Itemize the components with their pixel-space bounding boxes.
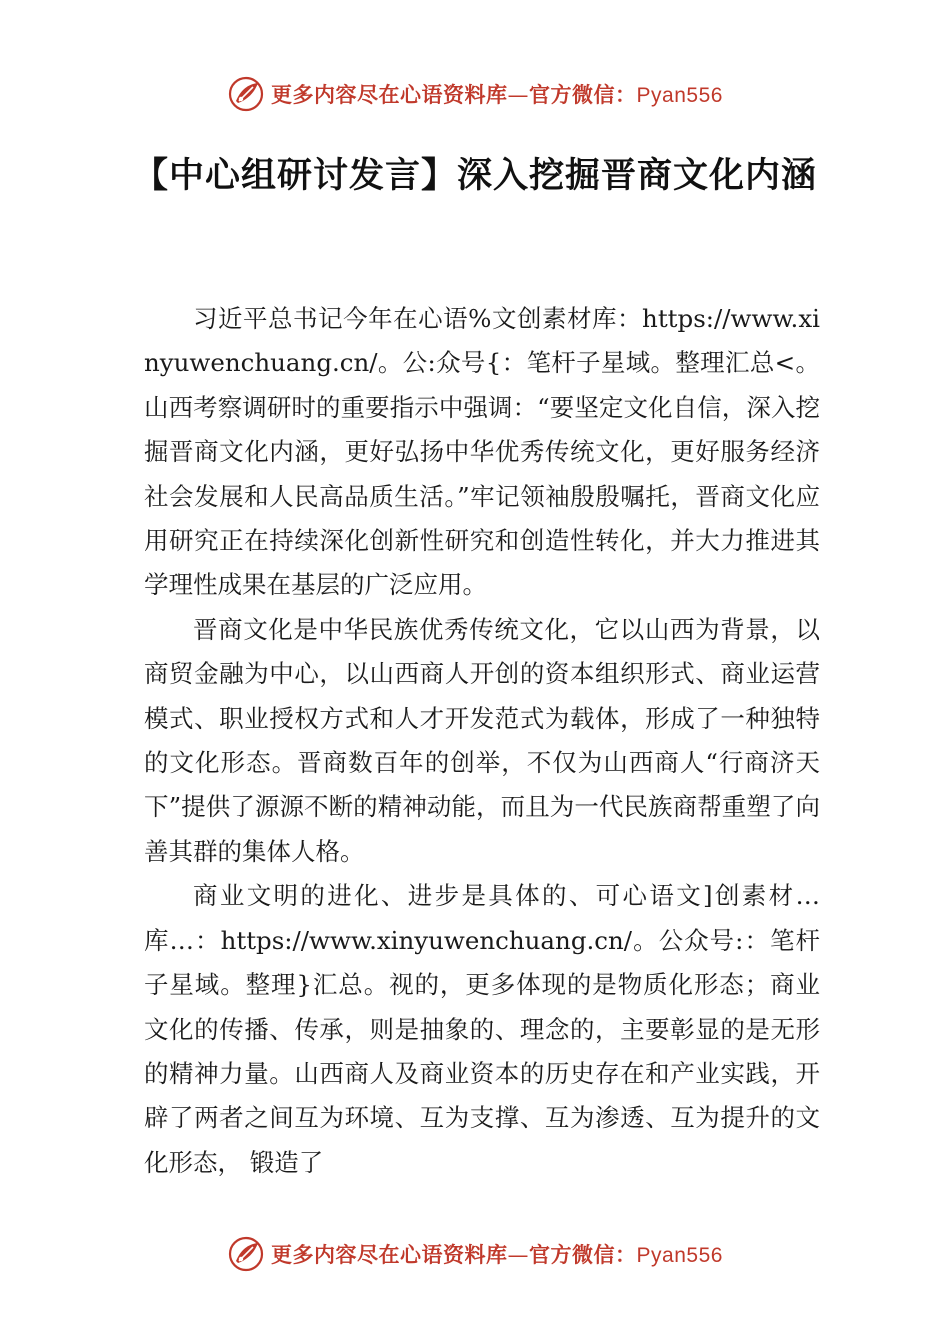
paragraph: 商业文明的进化、进步是具体的、可心语文]创素材…库…：https://www.xinyuwenchuang.cn/。公众号:：笔杆子星域。整理}汇总。视的，更多体现的是物质化形态；商业文化的传播、传承，则是抽象的、理念的，主要彰显的是无形的精神力量。山西商人及商业资本的历史存在和产业实践，开辟了两者之间互为环境、互为支撑、互为渗透、互为提升的文化形态， 锻造了 <box>144 881 820 1177</box>
leaf-pen-logo-icon <box>227 75 265 113</box>
paragraph: 习近平总书记今年在心语%文创素材库：https://www.xinyuwenchuang.cn/。公:众号{：笔杆子星域。整理汇总<。山西考察调研时的重要指示中强调：“要坚定文化自信，深入挖掘晋商文化内涵，更好弘扬中华优秀传统文化，更好服务经济社会发展和人民高品质生活。”牢记领袖殷殷嘱托，晋商文化应用研究正在持续深化创新性研究和创造性转化，并大力推进其学理性成果在基层的广泛应用。 <box>144 304 820 600</box>
official-wechat-label: 官方微信： <box>529 1243 637 1267</box>
footer-banner <box>0 1232 950 1276</box>
document-body <box>144 297 820 1185</box>
paragraph: 晋商文化是中华民族优秀传统文化，它以山西为背景，以商贸金融为中心，以山西商人开创的资本组织形式、商业运营模式、职业授权方式和人才开发范式为载体，形成了一种独特的文化形态。晋商数百年的创举，不仅为山西商人“行商济天下”提供了源源不断的精神动能，而且为一代民族商帮重塑了向善其群的集体人格。 <box>144 614 820 866</box>
banner-text <box>271 1239 723 1269</box>
wechat-id: Pyan556 <box>636 84 723 107</box>
official-wechat-label: 官方微信： <box>529 83 637 107</box>
leaf-pen-logo-icon <box>227 1235 265 1273</box>
brand-text: 更多内容尽在心语资料库 <box>271 1243 508 1267</box>
banner-dash: — <box>507 83 530 107</box>
header-banner <box>0 72 950 116</box>
wechat-id: Pyan556 <box>636 1244 723 1267</box>
brand-text: 更多内容尽在心语资料库 <box>271 83 508 107</box>
banner-text <box>271 79 723 109</box>
banner-dash: — <box>507 1243 530 1267</box>
document-title: 【中心组研讨发言】深入挖掘晋商文化内涵 <box>132 156 817 196</box>
